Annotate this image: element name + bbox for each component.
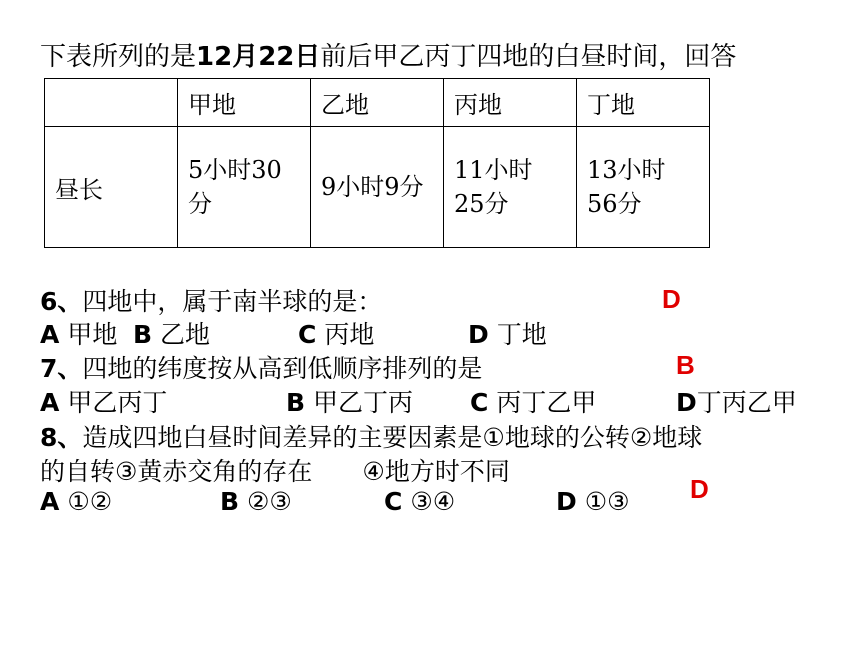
question-7-option-a [40,383,167,419]
question-6-option-c [298,315,374,351]
option-letter: C [298,320,317,349]
option-letter: B [133,320,153,349]
option-letter: A [40,388,60,417]
option-letter: A [40,320,60,349]
option-text: ②③ [247,487,292,516]
option-text: 甲乙丙丁 [67,388,168,417]
option-text: ①③ [584,487,630,516]
option-text: 丁地 [496,320,547,349]
question-6-option-a [40,315,117,351]
question-8-number: 8、 [40,423,83,452]
question-8-option-b [220,487,292,516]
option-text: ①② [67,487,113,516]
option-letter: C [384,487,403,516]
cell-yi-line1: 9小时9分 [321,173,424,201]
option-text: 乙地 [160,320,211,349]
question-7-number: 7、 [40,354,83,383]
question-8-option-d [556,487,630,516]
header-cell-bing: 丙地 [444,79,577,127]
cell-bing [444,127,577,248]
option-text: 甲地 [67,320,118,349]
header-cell-ding: 丁地 [577,79,710,127]
question-6-number: 6、 [40,287,83,316]
option-text: 丙地 [324,320,375,349]
table-row [45,127,710,248]
question-7-option-c [470,383,596,419]
cell-jia [178,127,311,248]
intro-suffix: 前后甲乙丙丁四地的白昼时间，回答 [320,42,737,72]
question-8-text-line1: 造成四地白昼时间差异的主要因素是①地球的公转②地球 [82,423,703,452]
option-letter: D [556,487,577,516]
cell-jia-line2: 分 [188,190,212,218]
cell-ding-line2: 56分 [587,190,642,218]
option-letter: A [40,487,60,516]
question-6-option-b [133,315,210,351]
answer-7: B [676,350,695,380]
option-text: 甲乙丁丙 [313,388,414,417]
question-8-option-a [40,487,112,516]
question-8 [40,418,702,454]
option-letter: D [468,320,489,349]
intro-text [40,36,736,73]
header-cell-yi: 乙地 [311,79,444,127]
option-text: ③④ [410,487,456,516]
question-8-option-c [384,487,455,516]
option-letter: B [220,487,240,516]
cell-jia-line1: 5小时30 [188,156,282,184]
cell-ding [577,127,710,248]
option-text: 丁丙乙甲 [696,388,797,417]
table-header-row [45,79,710,127]
daylight-table [44,78,710,248]
cell-bing-line1: 11小时 [454,156,533,184]
row-label: 昼长 [45,127,178,248]
option-text: 丙丁乙甲 [496,388,597,417]
question-7 [40,349,482,385]
intro-prefix: 下表所列的是 [40,42,197,72]
option-letter: D [676,388,697,417]
cell-bing-line2: 25分 [454,190,509,218]
question-8-line2 [40,452,510,488]
question-7-option-d [676,383,797,419]
question-6-option-d [468,315,547,351]
option-letter: C [470,388,489,417]
question-8-text-line2: 的自转③黄赤交角的存在 ④地方时不同 [40,457,510,486]
intro-date: 12月22日 [196,42,321,72]
answer-8: D [690,474,709,504]
option-letter: B [286,388,306,417]
question-6-text: 四地中，属于南半球的是： [82,287,383,316]
cell-yi [311,127,444,248]
cell-ding-line1: 13小时 [587,156,666,184]
answer-6: D [662,284,681,314]
question-7-option-b [286,383,413,419]
question-7-text: 四地的纬度按从高到低顺序排列的是 [82,354,483,383]
header-cell-empty [45,79,178,127]
question-6 [40,282,382,318]
header-cell-jia: 甲地 [178,79,311,127]
